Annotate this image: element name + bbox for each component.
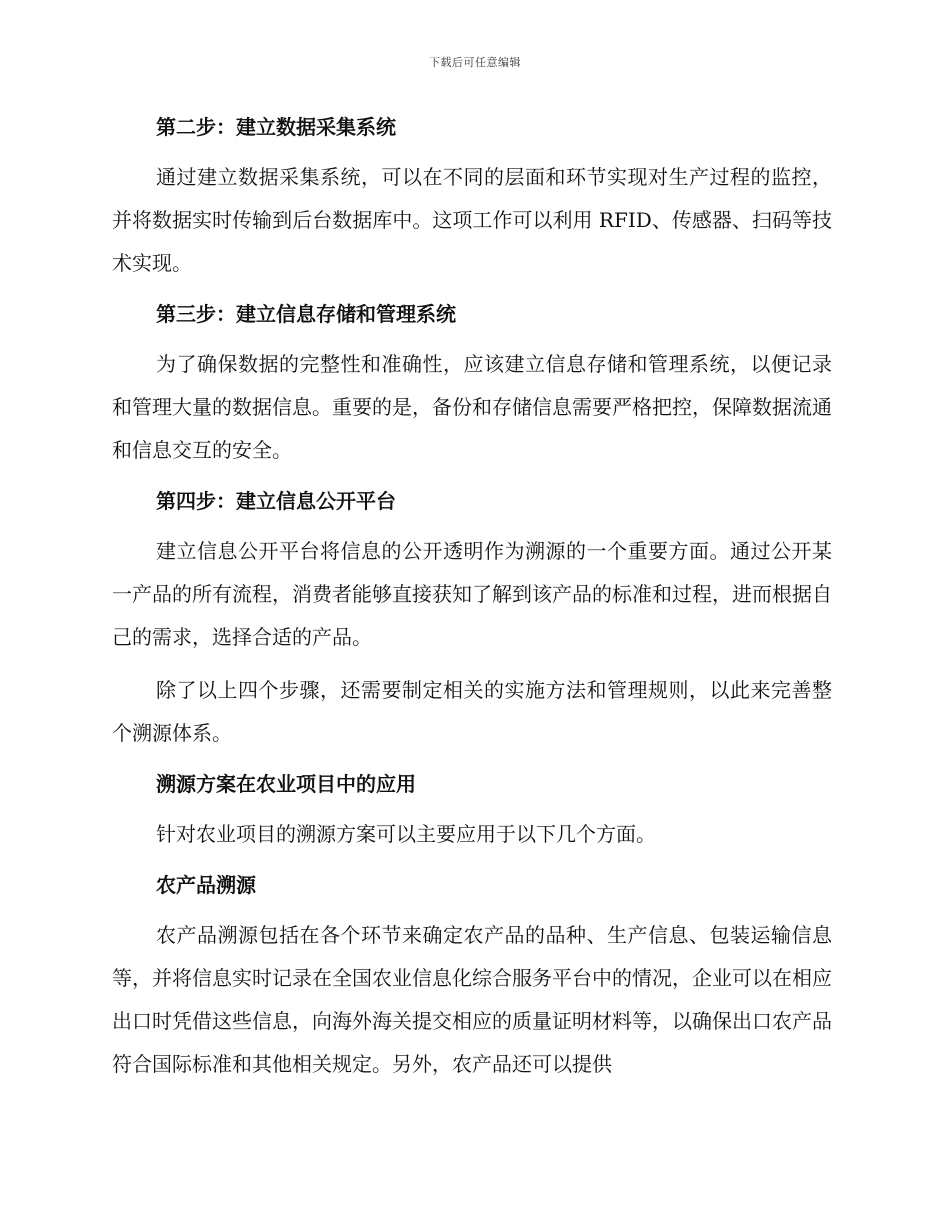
paragraph-step4: 建立信息公开平台将信息的公开透明作为溯源的一个重要方面。通过公开某一产品的所有流程，消费者能够直接获知了解到该产品的标准和过程，进而根据自己的需求，选择合适的产品。 xyxy=(112,539,832,649)
section-heading-agriculture: 溯源方案在农业项目中的应用 xyxy=(156,772,416,796)
paragraph-step2: 通过建立数据采集系统，可以在不同的层面和环节实现对生产过程的监控，并将数据实时传输到后台数据库中。这项工作可以利用 RFID、传感器、扫码等技术实现。 xyxy=(112,165,832,275)
paragraph-step3: 为了确保数据的完整性和准确性，应该建立信息存储和管理系统，以便记录和管理大量的数据信息。重要的是，备份和存储信息需要严格把控，保障数据流通和信息交互的安全。 xyxy=(112,352,832,462)
page-header: 下载后可任意编辑 xyxy=(429,56,521,69)
document-body xyxy=(112,108,832,1096)
paragraph-produce-tracing: 农产品溯源包括在各个环节来确定农产品的品种、生产信息、包装运输信息等，并将信息实时记录在全国农业信息化综合服务平台中的情况，企业可以在相应出口时凭借这些信息，向海外海关提交相应的质量证明材料等，以确保出口农产品符合国际标准和其他相关规定。另外，农产品还可以提供 xyxy=(112,923,832,1076)
section-heading-step2: 第二步：建立数据采集系统 xyxy=(156,115,396,139)
paragraph-summary: 除了以上四个步骤，还需要制定相关的实施方法和管理规则，以此来完善整个溯源体系。 xyxy=(112,678,832,745)
section-heading-produce-tracing: 农产品溯源 xyxy=(156,873,256,897)
section-heading-step4: 第四步：建立信息公开平台 xyxy=(156,489,396,513)
paragraph-agriculture-intro: 针对农业项目的溯源方案可以主要应用于以下几个方面。 xyxy=(156,822,656,846)
section-heading-step3: 第三步：建立信息存储和管理系统 xyxy=(156,302,456,326)
